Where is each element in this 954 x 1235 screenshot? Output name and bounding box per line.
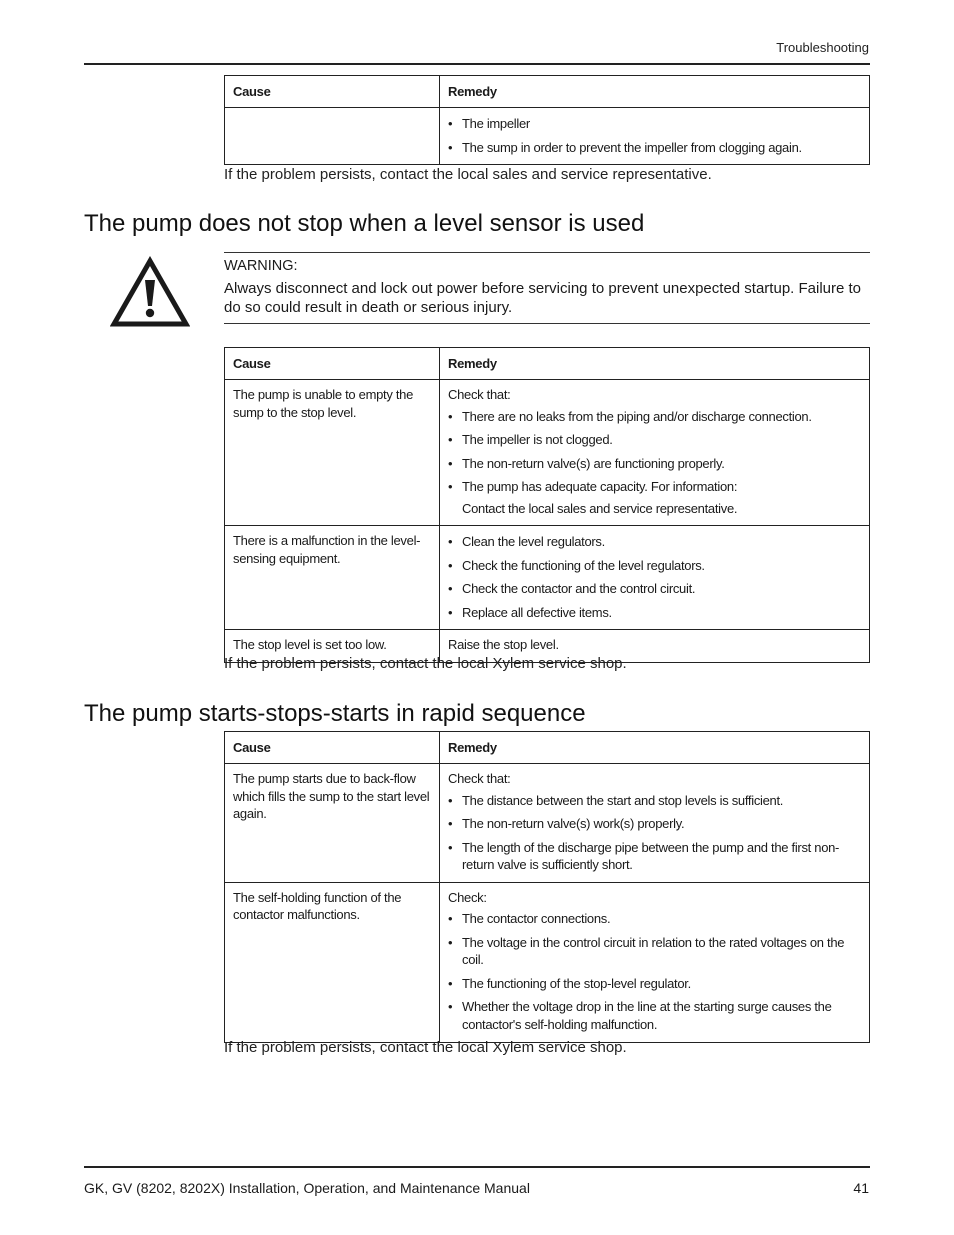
list-item: • Replace all defective items. <box>448 604 861 622</box>
footer-rule <box>84 1166 870 1168</box>
remedy-cell <box>440 526 870 630</box>
table-row <box>225 380 870 526</box>
page-number: 41 <box>853 1180 869 1196</box>
cause-cell: The pump is unable to empty the sump to the stop level. <box>225 380 440 526</box>
cause-cell: There is a malfunction in the level-sensing equipment. <box>225 526 440 630</box>
list-item-text: The pump has adequate capacity. For information: <box>462 479 738 495</box>
list-item: • The length of the discharge pipe between the pump and the first non-return valve is sufficiently short. <box>448 839 861 874</box>
list-item: • The voltage in the control circuit in relation to the rated voltages on the coil. <box>448 934 861 969</box>
list-item: • The functioning of the stop-level regulator. <box>448 975 861 993</box>
remedy-cell <box>440 380 870 526</box>
list-item <box>448 478 861 517</box>
cause-cell <box>225 108 440 165</box>
col-header-cause: Cause <box>225 348 440 380</box>
col-header-remedy: Remedy <box>440 732 870 764</box>
warning-label: WARNING: <box>224 258 298 274</box>
list-item: • Check the contactor and the control circuit. <box>448 580 861 598</box>
table-row <box>225 108 870 165</box>
warning-text: Always disconnect and lock out power before servicing to prevent unexpected startup. Failure to do so could result in death or serious injury. <box>224 280 862 316</box>
manual-title: GK, GV (8202, 8202X) Installation, Operation, and Maintenance Manual <box>84 1180 530 1196</box>
col-header-cause: Cause <box>225 732 440 764</box>
table-row <box>225 882 870 1042</box>
cause-cell: The pump starts due to back-flow which fills the sump to the start level again. <box>225 764 440 883</box>
header-rule <box>84 63 870 65</box>
cause-cell: The self-holding function of the contactor malfunctions. <box>225 882 440 1042</box>
running-head: Troubleshooting <box>776 40 869 55</box>
list-item: • The impeller <box>448 115 861 133</box>
list-item: • There are no leaks from the piping and/or discharge connection. <box>448 408 861 426</box>
table-row <box>225 526 870 630</box>
remedy-intro: Check: <box>448 889 487 905</box>
cause-cell: The stop level is set too low. <box>225 630 440 663</box>
section-title: The pump starts-stops-starts in rapid sequence <box>84 700 586 727</box>
warning-triangle-icon <box>110 256 190 328</box>
persist-note: If the problem persists, contact the local Xylem service shop. <box>224 655 627 672</box>
table-row <box>225 764 870 883</box>
list-item: • Check the functioning of the level regulators. <box>448 557 861 575</box>
troubleshooting-table <box>224 731 870 1043</box>
persist-note: If the problem persists, contact the local Xylem service shop. <box>224 1039 627 1056</box>
remedy-intro: Check that: <box>448 771 511 786</box>
troubleshooting-table <box>224 347 870 663</box>
col-header-remedy: Remedy <box>440 348 870 380</box>
col-header-remedy: Remedy <box>440 76 870 108</box>
remedy-cell <box>440 764 870 883</box>
section-title: The pump does not stop when a level sensor is used <box>84 210 645 237</box>
warning-box <box>224 252 870 324</box>
list-item: • The non-return valve(s) are functioning properly. <box>448 455 861 473</box>
list-item-continuation: Contact the local sales and service representative. <box>462 500 738 516</box>
list-item: • The distance between the start and stop levels is sufficient. <box>448 792 861 810</box>
list-item: • Whether the voltage drop in the line at the starting surge causes the contactor's self-holding malfunction. <box>448 998 861 1033</box>
col-header-cause: Cause <box>225 76 440 108</box>
list-item: • The impeller is not clogged. <box>448 431 861 449</box>
remedy-cell <box>440 108 870 165</box>
list-item: • The non-return valve(s) work(s) properly. <box>448 815 861 833</box>
list-item: • The sump in order to prevent the impeller from clogging again. <box>448 139 861 157</box>
persist-note: If the problem persists, contact the local sales and service representative. <box>224 166 712 183</box>
remedy-intro: Check that: <box>448 387 511 402</box>
list-item: • Clean the level regulators. <box>448 533 861 551</box>
remedy-cell: Raise the stop level. <box>440 630 870 663</box>
table-continued <box>224 75 870 165</box>
remedy-cell <box>440 882 870 1042</box>
list-item: • The contactor connections. <box>448 910 861 928</box>
